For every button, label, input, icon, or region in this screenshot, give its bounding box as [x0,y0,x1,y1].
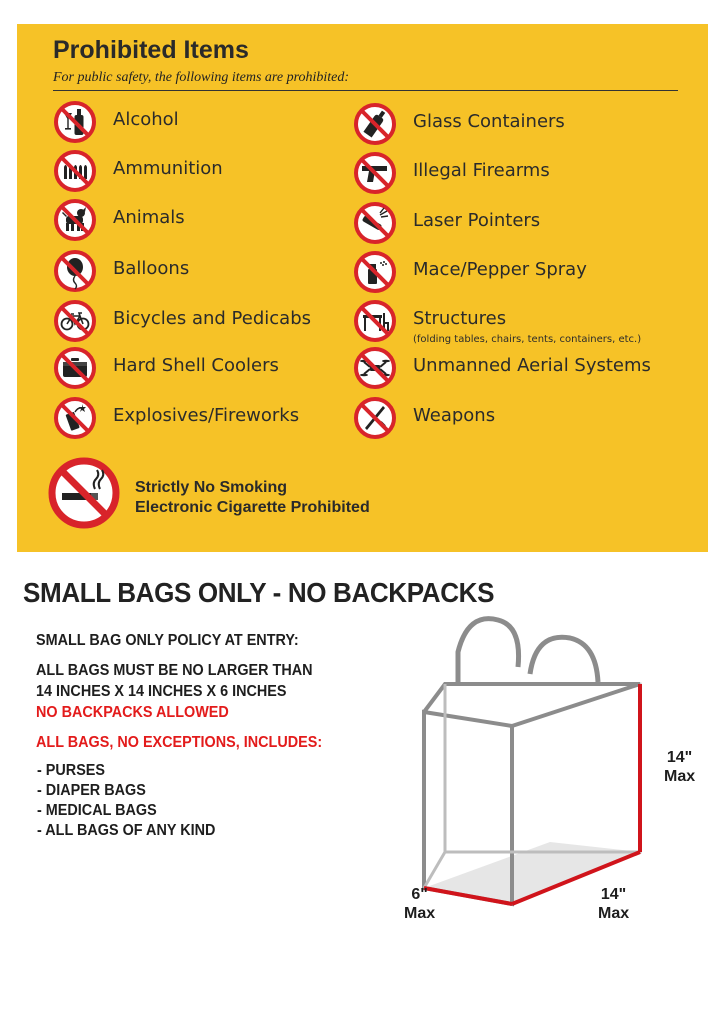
item-label: Glass Containers [413,111,565,132]
item-illegal-firearms [353,151,693,191]
no-smoking-icon [48,457,120,529]
item-pepper-spray [353,250,693,290]
alcohol-icon [53,100,97,144]
prohibited-items-panel [17,24,708,552]
item-label: Structures [413,308,507,329]
item-structures [353,299,693,345]
item-balloons [53,249,343,289]
ammunition-icon [53,149,97,193]
item-label: Laser Pointers [413,210,541,231]
list-item: - MEDICAL BAGS [37,802,157,819]
page-subtitle: For public safety, the following items are prohibited: [53,70,350,85]
height-value: 14" [666,749,693,766]
structure-icon [353,299,397,343]
item-label: Animals [113,207,185,228]
cooler-icon [53,346,97,390]
item-label: Illegal Firearms [413,160,550,181]
depth-unit: Max [404,905,436,922]
policy-title: SMALL BAG ONLY POLICY AT ENTRY: [36,632,299,649]
no-smoking-line: Strictly No Smoking [135,479,288,496]
width-value: 14" [600,886,627,903]
title-divider [53,90,678,91]
balloon-icon [53,249,97,293]
width-unit: Max [598,905,630,922]
depth-dimension [404,885,435,923]
no-smoking-text [135,478,370,518]
item-glass-containers [353,102,693,142]
item-coolers [53,346,343,386]
height-unit: Max [664,768,696,785]
list-item: - PURSES [37,762,106,779]
pepper-spray-icon [353,250,397,294]
firearm-icon [353,151,397,195]
item-label: Mace/Pepper Spray [413,259,587,280]
size-line-2: 14 INCHES X 14 INCHES X 6 INCHES [36,683,287,700]
item-explosives [53,396,343,436]
depth-value: 6" [411,886,428,903]
page-title: Prohibited Items [53,36,249,64]
item-label: Unmanned Aerial Systems [413,355,651,376]
firework-icon [53,396,97,440]
bag-policy-heading: SMALL BAGS ONLY - NO BACKPACKS [23,577,495,608]
list-item: - DIAPER BAGS [37,782,146,799]
item-alcohol [53,100,343,140]
item-unmanned-aerial-systems [353,346,693,386]
bag-illustration [410,612,660,912]
item-label: Weapons [413,405,496,426]
item-label: Bicycles and Pedicabs [113,308,311,329]
list-item: - ALL BAGS OF ANY KIND [37,822,216,839]
size-line-1: ALL BAGS MUST BE NO LARGER THAN [36,662,313,679]
item-label: Explosives/Fireworks [113,405,300,426]
no-backpacks-text: NO BACKPACKS ALLOWED [36,704,229,721]
item-ammunition [53,149,343,189]
bicycle-icon [53,299,97,343]
item-note: (folding tables, chairs, tents, containers, etc.) [413,334,642,345]
e-cigarette-line: Electronic Cigarette Prohibited [135,499,370,516]
glass-bottle-icon [353,102,397,146]
item-label: Hard Shell Coolers [113,355,279,376]
item-label: Balloons [113,258,190,279]
height-dimension [664,748,695,786]
weapons-icon [353,396,397,440]
item-weapons [353,396,693,436]
item-label: Ammunition [113,158,223,179]
includes-heading: ALL BAGS, NO EXCEPTIONS, INCLUDES: [36,734,323,751]
width-dimension [598,885,629,923]
animal-icon [53,198,97,242]
drone-icon [353,346,397,390]
laser-pointer-icon [353,201,397,245]
item-label: Alcohol [113,109,179,130]
item-laser-pointers [353,201,693,241]
item-animals [53,198,343,238]
item-bicycles [53,299,343,339]
